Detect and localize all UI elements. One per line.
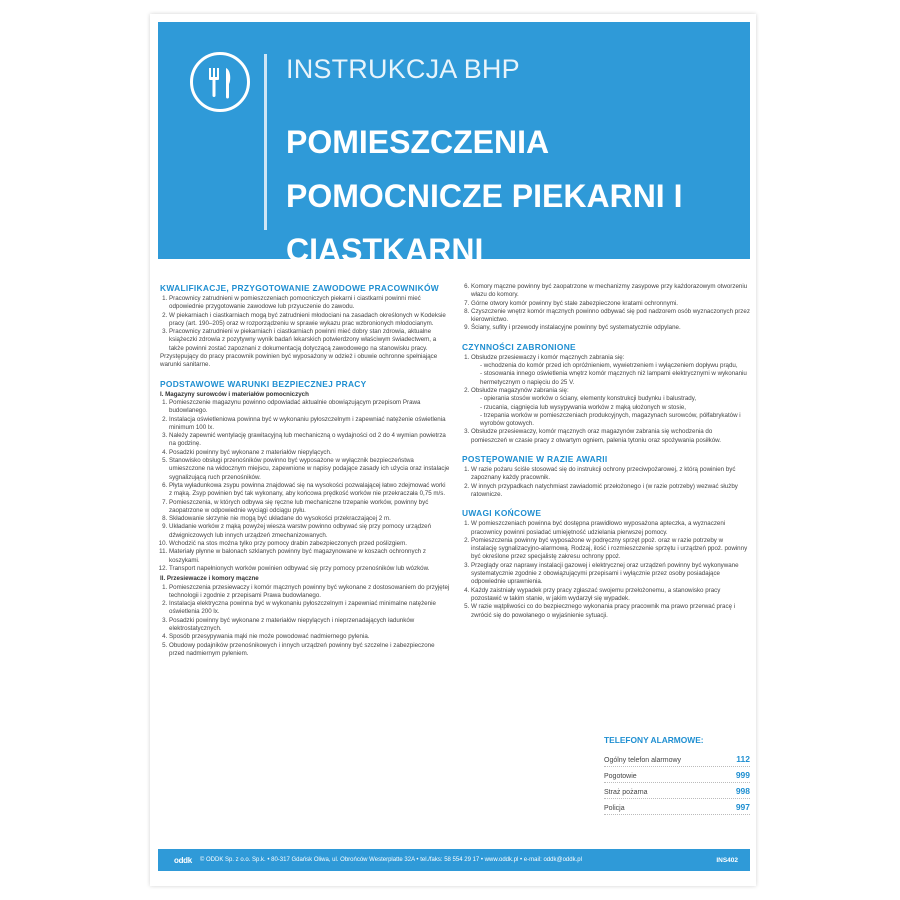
list-item: 3. Przeglądy oraz naprawy instalacji gazowej i elektrycznej oraz urządzeń powinny być wykonywane systematycznie zgodnie z obowiązującymi przepisami i wyłącznie przez osoby posiadające odpowiednie uprawnienia. (471, 562, 750, 587)
dash-item: - stosowania innego oświetlenia wnętrz komór mącznych niż lampami elektrycznymi w wykonaniu hermetycznym o napięciu do 25 V. (480, 370, 750, 387)
header-divider (264, 54, 267, 230)
list-item: 8. Składowanie skrzynie nie mogą być układane do wysokości przekraczającej 2 m. (169, 515, 450, 523)
list-item: 1. W pomieszczeniach powinna być dostępna prawidłowo wyposażona apteczka, a wyznaczeni pracownicy powinni posiadać umiejętność udzielania pierwszej pomocy. (471, 520, 750, 537)
phone-label: Ogólny telefon alarmowy (604, 757, 682, 764)
list-item: 4. Każdy zaistniały wypadek przy pracy zgłaszać swojemu przełożonemu, a stanowisko pracy pozostawić w takim stanie, w jakim wydarzył się wypadek. (471, 587, 750, 604)
list-item: 3. Należy zapewnić wentylację grawitacyjną lub mechaniczną o wydajności od 2 do 4 wymian powietrza na godzinę. (169, 432, 450, 449)
phone-number: 998 (735, 786, 750, 796)
list-item: 1. Pomieszczenia przesiewaczy i komór mącznych powinny być wykonane z dostosowaniem do przyjętej technologii i zgodnie z przepisami Prawa budowlanego. (169, 584, 450, 601)
section-heading-emergency: POSTĘPOWANIE W RAZIE AWARII (462, 454, 608, 465)
dash-item: - wchodzenia do komór przed ich opróżnieniem, wywietrzeniem i wyłączeniem dopływu prądu, (480, 362, 750, 370)
list-item: 1. Pracownicy zatrudnieni w pomieszczeniach pomocniczych piekarni i ciastkarni powinni mieć odpowiednie przygotowanie zawodowe lub przyuczenie do zawodu. (169, 295, 450, 312)
list-item: 2. Instalacja oświetleniowa powinna być w wykonaniu pyłoszczelnym i zapewniać natężenie oświetlenia minimum 100 lx. (169, 416, 450, 433)
document-type: INSTRUKCJA BHP (286, 54, 520, 84)
list-item-text: Obsłudze magazynów zabrania się: (471, 386, 569, 394)
list-item: 5. W razie wątpliwości co do bezpiecznego wykonania pracy pracownik ma prawo przerwać pracę i zwrócić się do powołanego o wyjaśnienie sytuacji. (471, 603, 750, 620)
section-heading-basic-conditions: PODSTAWOWE WARUNKI BEZPIECZNEJ PRACY (160, 378, 367, 389)
list-item: 9. Układanie worków z mąką powyżej wiesza warstw powinno odbywać się przy pomocy urządzeń dźwigniczowych lub innych urządzeń zmechanizowanych. (169, 523, 450, 540)
list-item: 4. Sposób przesypywania mąki nie może powodować nadmiernego pylenia. (169, 633, 450, 641)
list-item: 7. Pomieszczenia, w których odbywa się ręczne lub mechaniczne trzepanie worków, powinny być zaopatrzone w odpowiednie wyciągi odciągu pyłu. (169, 499, 450, 516)
subsection-heading: I. Magazyny surowców i materiałów pomocniczych (160, 390, 309, 398)
list-item: 9. Ściany, sufity i przewody instalacyjne powinny być systematycznie odpylane. (471, 324, 750, 332)
phone-label: Policja (604, 805, 625, 812)
list-item (471, 387, 750, 428)
list-item: 1. W razie pożaru ściśle stosować się do instrukcji ochrony przeciwpożarowej, z którą powinien być zapoznany każdy pracownik. (471, 466, 750, 483)
list-item: 5. Stanowisko obsługi przenośników powinno być wyposażone w wyłącznik bezpieczeństwa umieszczone na widocznym miejscu, zapewnione w napisy podające zasady ich użycia oraz instalacje sygnalizującą ruch przenośników. (169, 457, 450, 482)
footer-bar (158, 849, 750, 871)
left-column (160, 283, 450, 658)
phone-row (604, 783, 750, 799)
list-item: 2. W piekarniach i ciastkarniach mogą być zatrudnieni młodociani na zasadach określonych w Kodeksie pracy (art. 190–205) oraz w rozporządzeniu w sprawie wykazu prac wzbronionych młodocianym. (169, 312, 450, 329)
phone-number: 997 (735, 802, 750, 812)
list-item: 10. Wchodzić na stos można tylko przy pomocy drabin zabezpieczonych przed poślizgiem. (169, 540, 450, 548)
section-heading-final-notes: UWAGI KOŃCOWE (462, 508, 542, 519)
phone-label: Straż pożarna (604, 789, 648, 796)
section-heading-qualifications: KWALIFIKACJE, PRZYGOTOWANIE ZAWODOWE PRACOWNIKÓW (160, 283, 439, 293)
list-item: 2. W innych przypadkach natychmiast zawiadomić przełożonego i (w razie potrzeby) wezwać służby ratownicze. (471, 483, 750, 500)
document-code: INS402 (716, 856, 738, 864)
list-item: 6. Płyta wyładunkowa zsypu powinna znajdować się na wysokości pozwalającej łatwo zdejmować worki z mąką. Zsyp powinien być tak wykonany, aby końcowa prędkość worków nie przekraczała 0,75 m/s. (169, 482, 450, 499)
section-heading-prohibited: CZYNNOŚCI ZABRONIONE (462, 341, 576, 352)
note-text: Przystępujący do pracy pracownik powinien być wyposażony w odzież i obuwie ochronne spełniające warunki sanitarne. (160, 353, 438, 369)
list-item: 3. Obsłudze przesiewaczy, komór mącznych oraz magazynów zabrania się wchodzenia do pomieszczeń w czasie pracy z otwartym ogniem, palenia tytoniu oraz spożywania posiłków. (471, 428, 750, 445)
phones-title: TELEFONY ALARMOWE: (604, 735, 704, 745)
list-item: 2. Instalacja elektryczna powinna być w wykonaniu pyłoszczelnym i zapewniać minimalne natężenie oświetlenia 200 lx. (169, 600, 450, 617)
phone-row (604, 751, 750, 767)
list-item: 3. Posadzki powinny być wykonane z materiałów niepylących i nieprzenadających ładunków elektrostatycznych. (169, 617, 450, 634)
phone-row (604, 799, 750, 815)
list-item: 7. Górne otwory komór powinny być stale zabezpieczone kratami ochronnymi. (471, 300, 750, 308)
list-item: 2. Pomieszczenia powinny być wyposażone w podręczny sprzęt ppoż. oraz w razie potrzeby w instalację sygnalizacyjno-alarmową. Rodzaj, ilość i rozmieszczenie sprzętu i urządzeń ppoż. powinny być określone przez specjalistę zakresu ochrony ppoż. (471, 537, 750, 562)
emergency-phones (604, 735, 750, 815)
list-item-text: Obsłudze przesiewaczy i komór mącznych zabrania się: (471, 353, 625, 361)
list-item: 12. Transport napełnionych worków powinien odbywać się przy pomocy przenośników lub wózków. (169, 565, 450, 573)
phone-number: 112 (736, 754, 750, 764)
footer-contact: © ODDK Sp. z o.o. Sp.k. • 80-317 Gdańsk Oliwa, ul. Obrońców Westerplatte 32A • tel./faks: 58 554 29 17 • www.oddk.pl • e-mail: oddk@oddk.pl (199, 857, 582, 863)
header-banner (158, 22, 750, 268)
phone-number: 999 (735, 770, 750, 780)
list-item (471, 354, 750, 387)
dash-item: - trzepania worków w pomieszczeniach produkcyjnych, magazynach surowców, półfabrykatów i wyrobów gotowych. (480, 412, 750, 429)
list-item: 8. Czyszczenie wnętrz komór mącznych powinno odbywać się pod nadzorem osób wyznaczonych przez kierownictwo. (471, 308, 750, 325)
phone-row (604, 767, 750, 783)
phone-label: Pogotowie (604, 773, 637, 780)
company-logo: oddk (174, 855, 192, 865)
fork-knife-icon (190, 52, 250, 112)
list-item: 6. Komory mączne powinny być zaopatrzone w mechanizmy zasypowe przy każdorazowym otworzeniu włazu do komory. (471, 283, 750, 300)
right-column (462, 283, 750, 620)
dash-item: - rzucania, ciągnięcia lub wysypywania worków z mąką ułożonych w stosie, (480, 404, 750, 412)
list-item: 3. Pracownicy zatrudnieni w piekarniach i ciastkarniach powinni mieć dobry stan zdrowia, aktualne książeczki zdrowia z pozytywny wynik badań lekarskich potwierdzony właściwym świadectwem, a także powinni zostać zapoznani z dokumentacją dotyczącą zawodowego na stanowisku pracy. (169, 328, 450, 353)
subsection-heading: II. Przesiewacze i komory mączne (160, 575, 259, 583)
list-item: 11. Materiały płynne w balonach szklanych powinny być magazynowane w koszach ochronnych z koszykami. (169, 548, 450, 565)
list-item: 4. Posadzki powinny być wykonane z materiałów niepylących. (169, 449, 450, 457)
document-title: POMIESZCZENIA POMOCNICZE PIEKARNI I CIASTKARNI (286, 124, 683, 268)
dash-item: - opierania stosów worków o ściany, elementy konstrukcji budynku i balustrady, (480, 395, 750, 403)
list-item: 1. Pomieszczenie magazynu powinno odpowiadać aktualnie obowiązującym przepisom Prawa budowlanego. (169, 399, 450, 416)
list-item: 5. Obudowy podajników przenośnikowych i innych urządzeń powinny być szczelne i zabezpieczone przed nadmiernym pyleniem. (169, 642, 450, 659)
